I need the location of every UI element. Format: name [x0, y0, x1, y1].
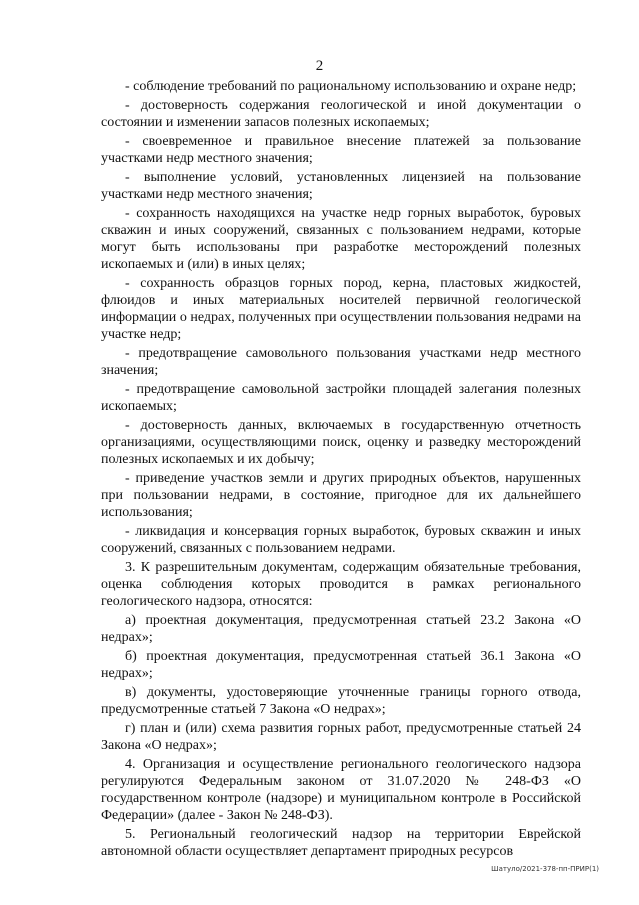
paragraph: а) проектная документация, предусмотренная статьей 23.2 Закона «О недрах»; [101, 613, 581, 645]
paragraph: - сохранность образцов горных пород, керна, пластовых жидкостей, флюидов и иных материальных носителей первичной геологической информации о недрах, полученных при осуществлении пользования недрами на участке недр; [101, 276, 581, 342]
page-number: 2 [315, 58, 324, 74]
paragraph: г) план и (или) схема развития горных работ, предусмотренные статьей 24 Закона «О недрах»; [101, 721, 581, 753]
paragraph: - достоверность содержания геологической и иной документации о состоянии и изменении запасов полезных ископаемых; [101, 98, 581, 130]
paragraph: - сохранность находящихся на участке недр горных выработок, буровых скважин и иных сооружений, связанных с пользованием недрами, которые могут быть использованы при разработке месторождений полезных ископаемых и (или) в иных целях; [101, 206, 581, 272]
paragraph: - соблюдение требований по рациональному использованию и охране недр; [125, 79, 577, 94]
paragraph: - предотвращение самовольного пользования участками недр местного значения; [101, 346, 581, 378]
paragraph: - выполнение условий, установленных лицензией на пользование участками недр местного значения; [101, 170, 581, 202]
paragraph: 5. Региональный геологический надзор на территории Еврейской автономной области осуществляет департамент природных ресурсов [101, 827, 581, 859]
body-text [101, 78, 581, 862]
paragraph: 3. К разрешительным документам, содержащим обязательные требования, оценка соблюдения которых проводится в рамках регионального геологического надзора, относятся: [101, 560, 581, 609]
paragraph: - своевременное и правильное внесение платежей за пользование участками недр местного значения; [101, 134, 581, 166]
paragraph: - достоверность данных, включаемых в государственную отчетность организациями, осуществляющими поиск, оценку и разведку месторождений полезных ископаемых и их добычу; [101, 418, 581, 467]
paragraph: - предотвращение самовольной застройки площадей залегания полезных ископаемых; [101, 382, 581, 414]
paragraph: - приведение участков земли и других природных объектов, нарушенных при пользовании недрами, в состояние, пригодное для их дальнейшего использования; [101, 471, 581, 520]
paragraph: - ликвидация и консервация горных выработок, буровых скважин и иных сооружений, связанных с пользованием недрами. [101, 524, 581, 556]
paragraph: 4. Организация и осуществление регионального геологического надзора регулируются Федеральным законом от 31.07.2020 № 248-ФЗ «О государственном контроле (надзоре) и муниципальном контроле в Российской Федерации» (далее - Закон № 248-ФЗ). [101, 757, 581, 823]
paragraph: в) документы, удостоверяющие уточненные границы горного отвода, предусмотренные статьей 7 Закона «О недрах»; [101, 685, 581, 717]
paragraph: б) проектная документация, предусмотренная статьей 36.1 Закона «О недрах»; [101, 649, 581, 681]
document-footer-code: Шатуло/2021-378-пп-ПРИР(1) [491, 865, 599, 873]
